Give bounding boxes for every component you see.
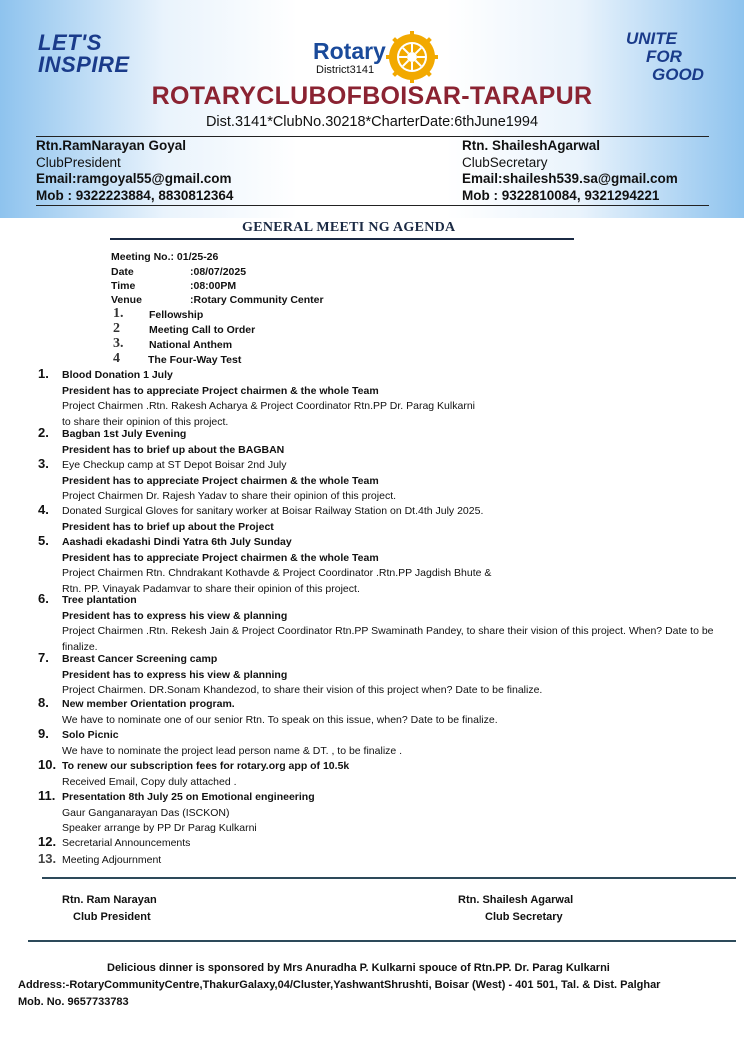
agenda-item-number: 7. — [38, 650, 49, 665]
agenda-item-line: President has to express his view & planning — [62, 609, 288, 622]
president-signature-name: Rtn. Ram Narayan — [62, 894, 157, 906]
slogan-lets-inspire — [38, 32, 130, 76]
agenda-item-line: Rtn. PP. Vinayak Padamvar to share their opinion of this project. — [62, 582, 360, 595]
agenda-item-line: Blood Donation 1 July — [62, 369, 173, 381]
agenda-item-number: 10. — [38, 757, 57, 772]
meeting-time — [111, 280, 237, 292]
dinner-sponsor-note: Delicious dinner is sponsored by Mrs Anuradha P. Kulkarni spouce of Rtn.PP. Dr. Parag Kulkarni — [107, 962, 610, 974]
agenda-item-number: 9. — [38, 726, 49, 741]
agenda-item-line: Project Chairmen Dr. Rajesh Yadav to share their opinion of this project. — [62, 490, 397, 502]
divider — [42, 877, 736, 879]
secretary-signature-role: Club Secretary — [485, 911, 563, 923]
preliminary-number: 1. — [113, 306, 124, 321]
agenda-item-body — [62, 427, 722, 458]
agenda-item-body — [62, 790, 722, 837]
agenda-item-line: Secretarial Announcements — [62, 837, 191, 849]
club-address: Address:-RotaryCommunityCentre,ThakurGalaxy,04/Cluster,YashwantShrushti, Boisar (West) - 401 501, Tal. & Dist. Palghar — [18, 979, 661, 991]
club-details: Dist.3141*ClubNo.30218*CharterDate:6thJune1994 — [205, 114, 539, 130]
agenda-item-line: to share their opinion of this project. — [62, 415, 229, 428]
agenda-item-number: 3. — [38, 456, 49, 471]
preliminary-text: The Four-Way Test — [148, 354, 242, 366]
secretary-signature-name: Rtn. Shailesh Agarwal — [458, 894, 574, 906]
agenda-item-line: Project Chairmen .Rtn. Rekesh Jain & Project Coordinator Rtn.PP Swaminath Pandey, to share their vision of this project. When? Date to be — [62, 625, 714, 637]
district-label: District3141 — [316, 64, 375, 76]
club-name: ROTARYCLUBOFBOISAR-TARAPUR — [151, 82, 593, 110]
agenda-item-line: Donated Surgical Gloves for sanitary worker at Boisar Railway Station on Dt.4th July 2025. — [62, 505, 484, 517]
agenda-item-line: Project Chairmen Rtn. Chndrakant Kothavde & Project Coordinator .Rtn.PP Jagdish Bhute & — [62, 567, 492, 579]
meeting-number: Meeting No.: 01/25-26 — [111, 251, 219, 263]
title-underline — [110, 238, 574, 240]
agenda-item-line: President has to express his view & planning — [62, 668, 288, 681]
agenda-item-number: 8. — [38, 695, 49, 710]
secretary-mobile: Mob : 9322810084, 9321294221 — [462, 187, 660, 203]
preliminary-number: 3. — [113, 336, 124, 351]
agenda-item-line: President has to brief up about the BAGBAN — [62, 443, 285, 456]
secretary-role: ClubSecretary — [462, 154, 548, 170]
agenda-item-line: We have to nominate the project lead person name & DT. , to be finalize . — [62, 744, 403, 757]
preliminary-text: Fellowship — [149, 309, 204, 321]
meeting-venue — [111, 294, 324, 306]
time-label: Time — [111, 280, 136, 292]
agenda-item-line: Meeting Adjournment — [62, 854, 162, 866]
date-label: Date — [111, 266, 134, 278]
agenda-item-line: President has to brief up about the Project — [62, 520, 274, 533]
agenda-item-line: Gaur Ganganarayan Das (ISCKON) — [62, 806, 230, 819]
agenda-item-body — [62, 697, 722, 728]
time-value: :08:00PM — [190, 280, 237, 292]
preliminary-number: 4 — [113, 351, 120, 366]
agenda-item-body — [62, 535, 722, 597]
agenda-item-number: 1. — [38, 366, 49, 381]
slogan-right-line-2: FOR — [646, 47, 682, 66]
agenda-item-line: Received Email, Copy duly attached . — [62, 775, 237, 788]
agenda-item-line: Project Chairmen. DR.Sonam Khandezod, to share their vision of this project when? Date to be finalize. — [62, 684, 543, 696]
slogan-left-line-1: LET'S — [38, 30, 102, 55]
agenda-item-number: 2. — [38, 425, 49, 440]
agenda-item-number: 6. — [38, 591, 49, 606]
agenda-item-body — [62, 836, 722, 852]
agenda-item-line: President has to appreciate Project chairmen & the whole Team — [62, 474, 379, 487]
club-mobile: Mob. No. 9657733783 — [18, 996, 129, 1008]
agenda-item-body — [62, 458, 722, 505]
agenda-item-line: Aashadi ekadashi Dindi Yatra 6th July Sunday — [62, 536, 292, 548]
venue-label: Venue — [111, 294, 142, 306]
secretary-contact — [462, 138, 678, 204]
president-mobile: Mob : 9322223884, 8830812364 — [36, 187, 234, 203]
agenda-item-line: New member Orientation program. — [62, 698, 235, 710]
slogan-unite-for-good — [626, 30, 704, 84]
agenda-item-body — [62, 593, 722, 655]
agenda-item-line: We have to nominate one of our senior Rtn. To speak on this issue, when? Date to be finalize. — [62, 713, 498, 726]
rotary-wheel-icon — [385, 30, 439, 84]
date-value: :08/07/2025 — [190, 266, 247, 278]
agenda-item-line: Speaker arrange by PP Dr Parag Kulkarni — [62, 822, 257, 834]
preliminary-text: National Anthem — [149, 339, 233, 351]
slogan-left-line-2: INSPIRE — [38, 52, 130, 77]
agenda-item-number: 13. — [38, 851, 57, 866]
agenda-item-number: 11. — [38, 788, 56, 803]
agenda-item-body — [62, 652, 722, 699]
preliminary-text: Meeting Call to Order — [149, 324, 256, 336]
agenda-item-line: Presentation 8th July 25 on Emotional engineering — [62, 791, 315, 803]
agenda-item-number: 12. — [38, 834, 57, 849]
secretary-email: Email:shailesh539.sa@gmail.com — [462, 171, 678, 186]
agenda-item-line: Eye Checkup camp at ST Depot Boisar 2nd July — [62, 459, 287, 471]
rotary-logo-text: Rotary — [313, 38, 386, 64]
meeting-date — [111, 266, 247, 278]
agenda-item-body — [62, 853, 722, 869]
preliminary-number: 2 — [113, 321, 120, 336]
agenda-item-line: Bagban 1st July Evening — [62, 428, 187, 440]
agenda-item-number: 5. — [38, 533, 49, 548]
secretary-name: Rtn. ShaileshAgarwal — [462, 138, 601, 153]
agenda-item-line: President has to appreciate Project chairmen & the whole Team — [62, 551, 379, 564]
agenda-item-body — [62, 368, 722, 430]
agenda-item-line: President has to appreciate Project chairmen & the whole Team — [62, 384, 379, 397]
divider — [36, 205, 709, 206]
slogan-right-line-1: UNITE — [626, 29, 677, 48]
agenda-item-number: 4. — [38, 502, 49, 517]
agenda-item-line: finalize. — [62, 640, 98, 653]
agenda-item-line: Solo Picnic — [62, 729, 119, 741]
agenda-item-line: Breast Cancer Screening camp — [62, 653, 218, 665]
divider — [36, 136, 709, 137]
president-email: Email:ramgoyal55@gmail.com — [36, 171, 232, 186]
agenda-item-line: Tree plantation — [62, 594, 137, 606]
agenda-item-body — [62, 504, 722, 535]
president-name: Rtn.RamNarayan Goyal — [36, 138, 187, 153]
agenda-item-body — [62, 728, 722, 759]
venue-value: :Rotary Community Center — [190, 294, 324, 306]
president-role: ClubPresident — [36, 154, 121, 170]
president-signature-role: Club President — [73, 911, 151, 923]
divider — [28, 940, 736, 942]
agenda-title: GENERAL MEETI NG AGENDA — [242, 220, 456, 235]
agenda-item-line: To renew our subscription fees for rotary.org app of 10.5k — [62, 760, 350, 772]
agenda-item-body — [62, 759, 722, 790]
agenda-item-line: Project Chairmen .Rtn. Rakesh Acharya & Project Coordinator Rtn.PP Dr. Parag Kulkarni — [62, 400, 475, 412]
slogan-right-line-3: GOOD — [652, 65, 704, 84]
president-contact — [36, 138, 233, 204]
